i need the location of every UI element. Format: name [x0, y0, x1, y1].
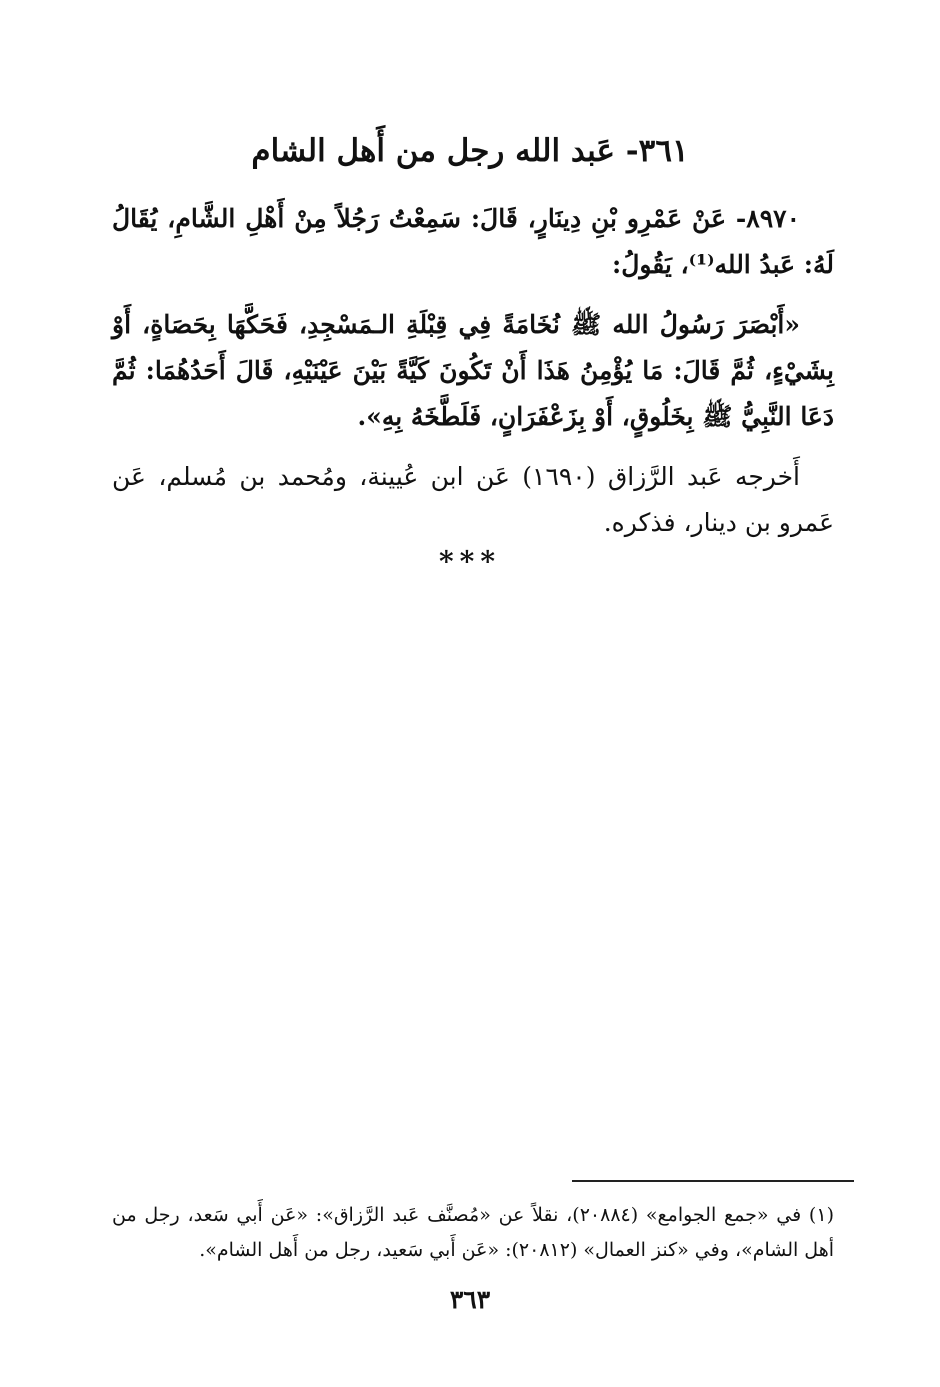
hadith-text-paragraph: «أَبْصَرَ رَسُولُ الله ﷺ نُخَامَةً فِي قِبْلَةِ الـمَسْجِدِ، فَحَكَّهَا بِحَصَاةٍ، أَوْ بِشَيْءٍ، ثُمَّ قَالَ: مَا يُؤْمِنُ هَذَا أَنْ تَكُونَ كَيَّةً بَيْنَ عَيْنَيْهِ، قَالَ أَحَدُهُمَا: ثُمَّ دَعَا النَّبِيُّ ﷺ بِخَلُوقٍ، أَوْ بِزَعْفَرَانٍ، فَلَطَّخَهُ بِهِ». — [112, 310, 834, 431]
page-number: ٣٦٣ — [449, 1285, 491, 1314]
chapter-title: ٣٦١- عَبد الله رجل من أَهل الشام — [251, 133, 689, 169]
main-text — [112, 196, 834, 560]
source-reference-paragraph: أَخرجه عَبد الرَّزاق (١٦٩٠) عَن ابن عُيينة، ومُحمد بن مُسلم، عَن عَمرو بن دينار، فذكره. — [112, 462, 834, 537]
footnote-divider — [572, 1180, 854, 1182]
section-separator: *** — [439, 545, 501, 578]
footnote: (١) في «جمع الجوامع» (٢٠٨٨٤)، نقلاً عن «مُصنَّف عَبد الرَّزاق»: «عَن أَبي سَعد، رجل من أهل الشام»، وفي «كنز العمال» (٢٠٨١٢): «عَن أَبي سَعيد، رجل من أَهل الشام». — [112, 1204, 834, 1261]
hadith-chain-paragraph: ٨٩٧٠- عَنْ عَمْرِو بْنِ دِينَارٍ، قَالَ: سَمِعْتُ رَجُلاً مِنْ أَهْلِ الشَّامِ، يُقَالُ لَهُ: عَبدُ الله⁽¹⁾، يَقُولُ: — [112, 204, 834, 279]
